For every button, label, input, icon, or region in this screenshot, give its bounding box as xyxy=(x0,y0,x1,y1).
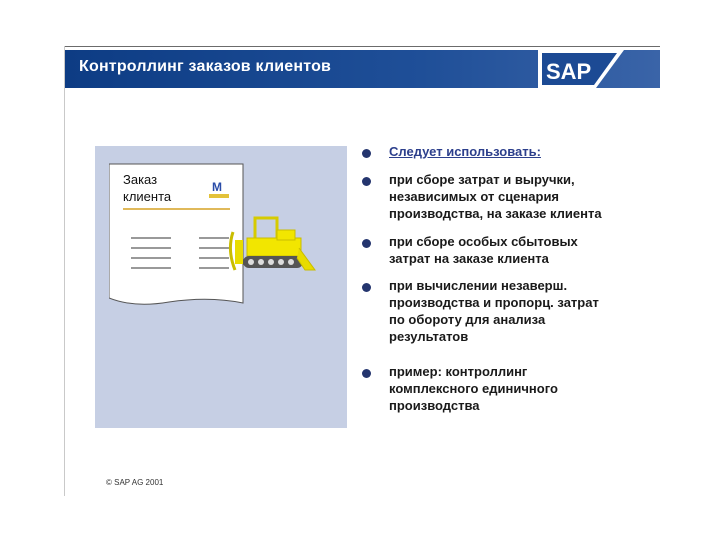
bullet-dot xyxy=(362,177,371,186)
bullet-text: пример: контроллинг комплексного единичного производства xyxy=(389,364,558,413)
copyright: © SAP AG 2001 xyxy=(106,478,164,487)
bullet-heading: Следует использовать: xyxy=(389,144,541,159)
slide-title: Контроллинг заказов клиентов xyxy=(79,58,332,75)
top-divider xyxy=(64,46,660,47)
order-doc-title-line2: клиента xyxy=(123,189,172,204)
bullet-dot xyxy=(362,239,371,248)
title-bar xyxy=(65,50,660,88)
bullet-dot xyxy=(362,283,371,292)
sales-order-illustration xyxy=(109,160,329,310)
bullet-text: при вычислении незаверш. производства и пропорц. затрат по обороту для анализа результатов xyxy=(389,278,599,344)
badge-m: M xyxy=(212,180,222,194)
left-divider xyxy=(64,46,65,496)
order-doc-title-line1: Заказ xyxy=(123,172,158,187)
bullet-dot xyxy=(362,149,371,158)
sap-logo-text: SAP xyxy=(546,59,592,84)
bullet-text: при сборе особых сбытовых затрат на заказе клиента xyxy=(389,234,578,266)
sap-logo-icon xyxy=(538,50,624,88)
bullet-dot xyxy=(362,369,371,378)
bullet-text: при сборе затрат и выручки, независимых от сценария производства, на заказе клиента xyxy=(389,172,602,221)
